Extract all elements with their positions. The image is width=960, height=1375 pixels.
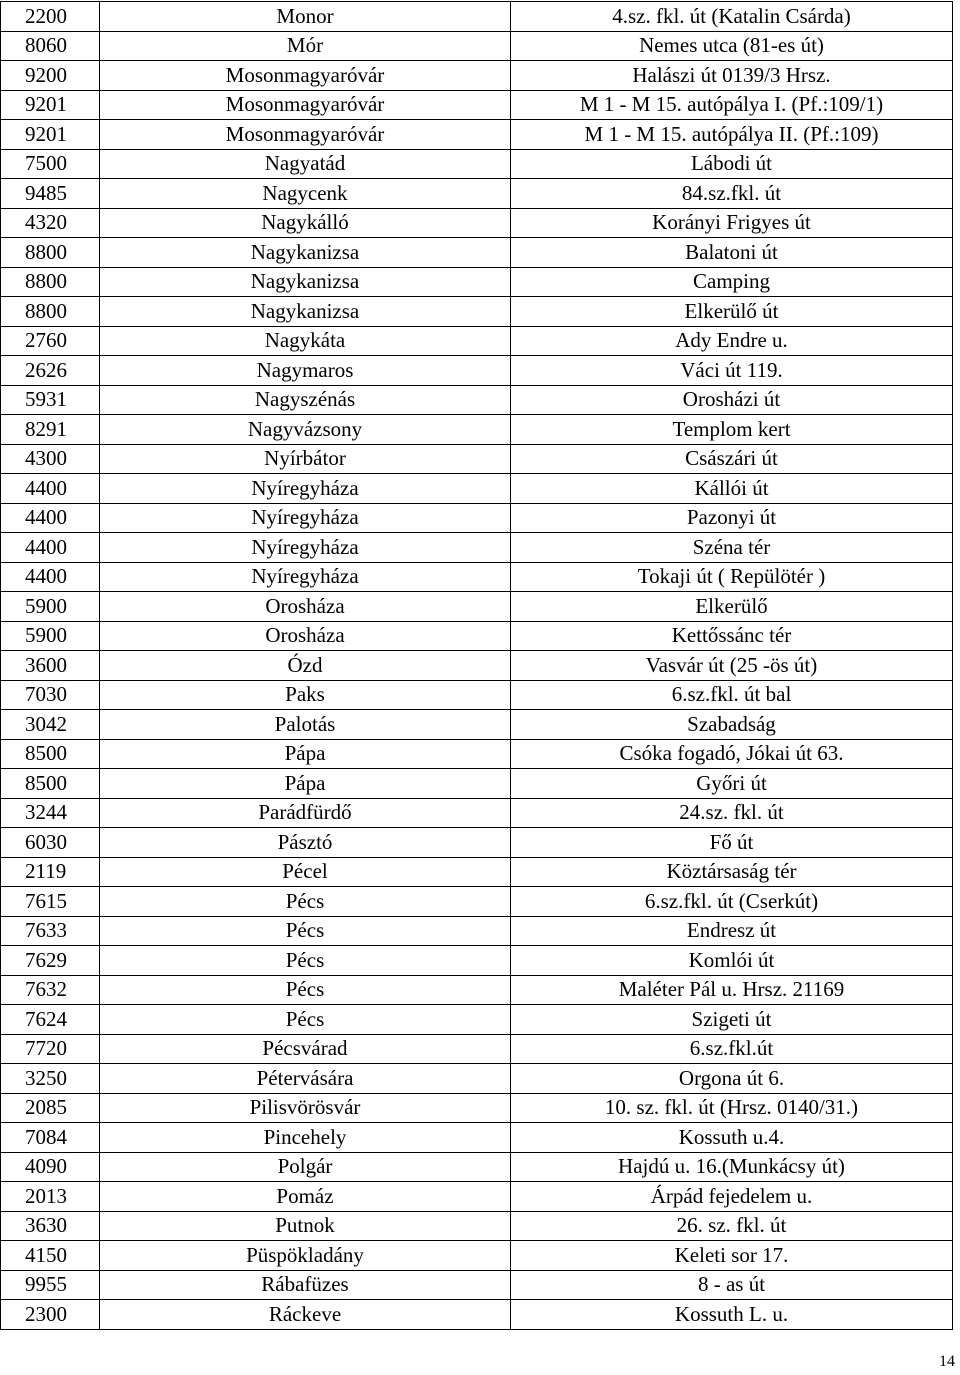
address-cell: Csóka fogadó, Jókai út 63. xyxy=(511,739,953,769)
table-row xyxy=(1,592,953,622)
table-row xyxy=(1,798,953,828)
table-row xyxy=(1,1152,953,1182)
city-cell: Polgár xyxy=(100,1152,511,1182)
table-row xyxy=(1,946,953,976)
address-cell: Hajdú u. 16.(Munkácsy út) xyxy=(511,1152,953,1182)
address-table-body xyxy=(1,2,953,1330)
city-cell: Pápa xyxy=(100,739,511,769)
postal-code-cell: 8291 xyxy=(1,415,100,445)
postal-code-cell: 6030 xyxy=(1,828,100,858)
city-cell: Nagykálló xyxy=(100,208,511,238)
postal-code-cell: 9485 xyxy=(1,179,100,209)
postal-code-cell: 4400 xyxy=(1,533,100,563)
table-row xyxy=(1,739,953,769)
address-cell: Győri út xyxy=(511,769,953,799)
postal-code-cell: 4400 xyxy=(1,474,100,504)
table-row xyxy=(1,31,953,61)
postal-code-cell: 3244 xyxy=(1,798,100,828)
address-cell: Köztársaság tér xyxy=(511,857,953,887)
city-cell: Nyíregyháza xyxy=(100,562,511,592)
postal-code-cell: 2013 xyxy=(1,1182,100,1212)
city-cell: Nagyszénás xyxy=(100,385,511,415)
city-cell: Orosháza xyxy=(100,592,511,622)
postal-code-cell: 9955 xyxy=(1,1270,100,1300)
address-table xyxy=(0,1,953,1330)
postal-code-cell: 7084 xyxy=(1,1123,100,1153)
postal-code-cell: 5931 xyxy=(1,385,100,415)
table-row xyxy=(1,887,953,917)
address-cell: 10. sz. fkl. út (Hrsz. 0140/31.) xyxy=(511,1093,953,1123)
postal-code-cell: 7629 xyxy=(1,946,100,976)
table-row xyxy=(1,297,953,327)
table-row xyxy=(1,975,953,1005)
address-cell: Árpád fejedelem u. xyxy=(511,1182,953,1212)
city-cell: Pápa xyxy=(100,769,511,799)
table-row xyxy=(1,90,953,120)
table-row xyxy=(1,562,953,592)
city-cell: Mosonmagyaróvár xyxy=(100,61,511,91)
postal-code-cell: 4400 xyxy=(1,503,100,533)
city-cell: Pécel xyxy=(100,857,511,887)
table-row xyxy=(1,1064,953,1094)
city-cell: Nagycenk xyxy=(100,179,511,209)
postal-code-cell: 4090 xyxy=(1,1152,100,1182)
city-cell: Ráckeve xyxy=(100,1300,511,1330)
city-cell: Pomáz xyxy=(100,1182,511,1212)
table-row xyxy=(1,267,953,297)
postal-code-cell: 8800 xyxy=(1,267,100,297)
table-row xyxy=(1,1093,953,1123)
city-cell: Nagyvázsony xyxy=(100,415,511,445)
table-row xyxy=(1,149,953,179)
city-cell: Nagykanizsa xyxy=(100,238,511,268)
table-row xyxy=(1,238,953,268)
page-number: 14 xyxy=(939,1353,955,1370)
city-cell: Mór xyxy=(100,31,511,61)
postal-code-cell: 3250 xyxy=(1,1064,100,1094)
address-cell: 6.sz.fkl.út xyxy=(511,1034,953,1064)
postal-code-cell: 8800 xyxy=(1,238,100,268)
address-cell: M 1 - M 15. autópálya I. (Pf.:109/1) xyxy=(511,90,953,120)
city-cell: Paks xyxy=(100,680,511,710)
postal-code-cell: 3600 xyxy=(1,651,100,681)
table-row xyxy=(1,1300,953,1330)
address-cell: Orgona út 6. xyxy=(511,1064,953,1094)
city-cell: Ózd xyxy=(100,651,511,681)
postal-code-cell: 7030 xyxy=(1,680,100,710)
address-cell: M 1 - M 15. autópálya II. (Pf.:109) xyxy=(511,120,953,150)
table-row xyxy=(1,1034,953,1064)
postal-code-cell: 7624 xyxy=(1,1005,100,1035)
table-row xyxy=(1,1182,953,1212)
address-cell: Kettőssánc tér xyxy=(511,621,953,651)
city-cell: Palotás xyxy=(100,710,511,740)
table-row xyxy=(1,208,953,238)
table-row xyxy=(1,503,953,533)
table-row xyxy=(1,857,953,887)
table-row xyxy=(1,356,953,386)
postal-code-cell: 5900 xyxy=(1,592,100,622)
address-cell: Camping xyxy=(511,267,953,297)
city-cell: Monor xyxy=(100,2,511,32)
table-row xyxy=(1,415,953,445)
address-cell: Halászi út 0139/3 Hrsz. xyxy=(511,61,953,91)
postal-code-cell: 8500 xyxy=(1,769,100,799)
address-cell: 26. sz. fkl. út xyxy=(511,1211,953,1241)
address-cell: 84.sz.fkl. út xyxy=(511,179,953,209)
postal-code-cell: 9201 xyxy=(1,90,100,120)
address-cell: Tokaji út ( Repülötér ) xyxy=(511,562,953,592)
city-cell: Pécs xyxy=(100,916,511,946)
city-cell: Pécs xyxy=(100,887,511,917)
address-cell: Vasvár út (25 -ös út) xyxy=(511,651,953,681)
postal-code-cell: 7615 xyxy=(1,887,100,917)
postal-code-cell: 7720 xyxy=(1,1034,100,1064)
table-row xyxy=(1,621,953,651)
table-row xyxy=(1,828,953,858)
city-cell: Orosháza xyxy=(100,621,511,651)
address-cell: 6.sz.fkl. út bal xyxy=(511,680,953,710)
table-row xyxy=(1,651,953,681)
table-row xyxy=(1,680,953,710)
address-cell: Nemes utca (81-es út) xyxy=(511,31,953,61)
table-row xyxy=(1,385,953,415)
address-cell: Keleti sor 17. xyxy=(511,1241,953,1271)
address-cell: Császári út xyxy=(511,444,953,474)
city-cell: Nagykáta xyxy=(100,326,511,356)
address-cell: 6.sz.fkl. út (Cserkút) xyxy=(511,887,953,917)
table-row xyxy=(1,710,953,740)
table-row xyxy=(1,1270,953,1300)
city-cell: Nagymaros xyxy=(100,356,511,386)
table-row xyxy=(1,120,953,150)
city-cell: Mosonmagyaróvár xyxy=(100,90,511,120)
address-cell: Kossuth L. u. xyxy=(511,1300,953,1330)
postal-code-cell: 2760 xyxy=(1,326,100,356)
postal-code-cell: 4300 xyxy=(1,444,100,474)
address-cell: Maléter Pál u. Hrsz. 21169 xyxy=(511,975,953,1005)
table-row xyxy=(1,474,953,504)
address-cell: Elkerülő út xyxy=(511,297,953,327)
city-cell: Nyíregyháza xyxy=(100,474,511,504)
address-cell: Orosházi út xyxy=(511,385,953,415)
address-cell: 24.sz. fkl. út xyxy=(511,798,953,828)
postal-code-cell: 9201 xyxy=(1,120,100,150)
table-row xyxy=(1,533,953,563)
address-cell: 4.sz. fkl. út (Katalin Csárda) xyxy=(511,2,953,32)
city-cell: Nyíregyháza xyxy=(100,503,511,533)
table-row xyxy=(1,1211,953,1241)
postal-code-cell: 5900 xyxy=(1,621,100,651)
table-row xyxy=(1,916,953,946)
city-cell: Pétervására xyxy=(100,1064,511,1094)
city-cell: Pilisvörösvár xyxy=(100,1093,511,1123)
postal-code-cell: 3042 xyxy=(1,710,100,740)
postal-code-cell: 8800 xyxy=(1,297,100,327)
address-cell: Kossuth u.4. xyxy=(511,1123,953,1153)
city-cell: Pécs xyxy=(100,946,511,976)
city-cell: Rábafüzes xyxy=(100,1270,511,1300)
table-row xyxy=(1,1123,953,1153)
address-cell: Kállói út xyxy=(511,474,953,504)
address-cell: 8 - as út xyxy=(511,1270,953,1300)
address-cell: Váci út 119. xyxy=(511,356,953,386)
address-cell: Pazonyi út xyxy=(511,503,953,533)
address-cell: Korányi Frigyes út xyxy=(511,208,953,238)
city-cell: Pécsvárad xyxy=(100,1034,511,1064)
city-cell: Nyíregyháza xyxy=(100,533,511,563)
postal-code-cell: 4320 xyxy=(1,208,100,238)
postal-code-cell: 2085 xyxy=(1,1093,100,1123)
table-row xyxy=(1,1005,953,1035)
city-cell: Pásztó xyxy=(100,828,511,858)
city-cell: Nagykanizsa xyxy=(100,267,511,297)
address-cell: Lábodi út xyxy=(511,149,953,179)
postal-code-cell: 2119 xyxy=(1,857,100,887)
address-cell: Balatoni út xyxy=(511,238,953,268)
address-cell: Fő út xyxy=(511,828,953,858)
address-cell: Komlói út xyxy=(511,946,953,976)
postal-code-cell: 9200 xyxy=(1,61,100,91)
table-row xyxy=(1,444,953,474)
table-row xyxy=(1,326,953,356)
address-cell: Széna tér xyxy=(511,533,953,563)
address-cell: Elkerülő xyxy=(511,592,953,622)
city-cell: Pécs xyxy=(100,975,511,1005)
postal-code-cell: 4150 xyxy=(1,1241,100,1271)
address-cell: Szabadság xyxy=(511,710,953,740)
postal-code-cell: 8060 xyxy=(1,31,100,61)
postal-code-cell: 2200 xyxy=(1,2,100,32)
city-cell: Pécs xyxy=(100,1005,511,1035)
table-row xyxy=(1,769,953,799)
address-cell: Templom kert xyxy=(511,415,953,445)
address-cell: Endresz út xyxy=(511,916,953,946)
address-cell: Szigeti út xyxy=(511,1005,953,1035)
postal-code-cell: 2300 xyxy=(1,1300,100,1330)
postal-code-cell: 4400 xyxy=(1,562,100,592)
city-cell: Nagyatád xyxy=(100,149,511,179)
city-cell: Parádfürdő xyxy=(100,798,511,828)
city-cell: Püspökladány xyxy=(100,1241,511,1271)
postal-code-cell: 8500 xyxy=(1,739,100,769)
postal-code-cell: 7633 xyxy=(1,916,100,946)
table-row xyxy=(1,1241,953,1271)
city-cell: Pincehely xyxy=(100,1123,511,1153)
table-row xyxy=(1,61,953,91)
city-cell: Nagykanizsa xyxy=(100,297,511,327)
table-row xyxy=(1,2,953,32)
table-row xyxy=(1,179,953,209)
postal-code-cell: 2626 xyxy=(1,356,100,386)
postal-code-cell: 7500 xyxy=(1,149,100,179)
postal-code-cell: 7632 xyxy=(1,975,100,1005)
city-cell: Putnok xyxy=(100,1211,511,1241)
address-cell: Ady Endre u. xyxy=(511,326,953,356)
postal-code-cell: 3630 xyxy=(1,1211,100,1241)
city-cell: Nyírbátor xyxy=(100,444,511,474)
city-cell: Mosonmagyaróvár xyxy=(100,120,511,150)
